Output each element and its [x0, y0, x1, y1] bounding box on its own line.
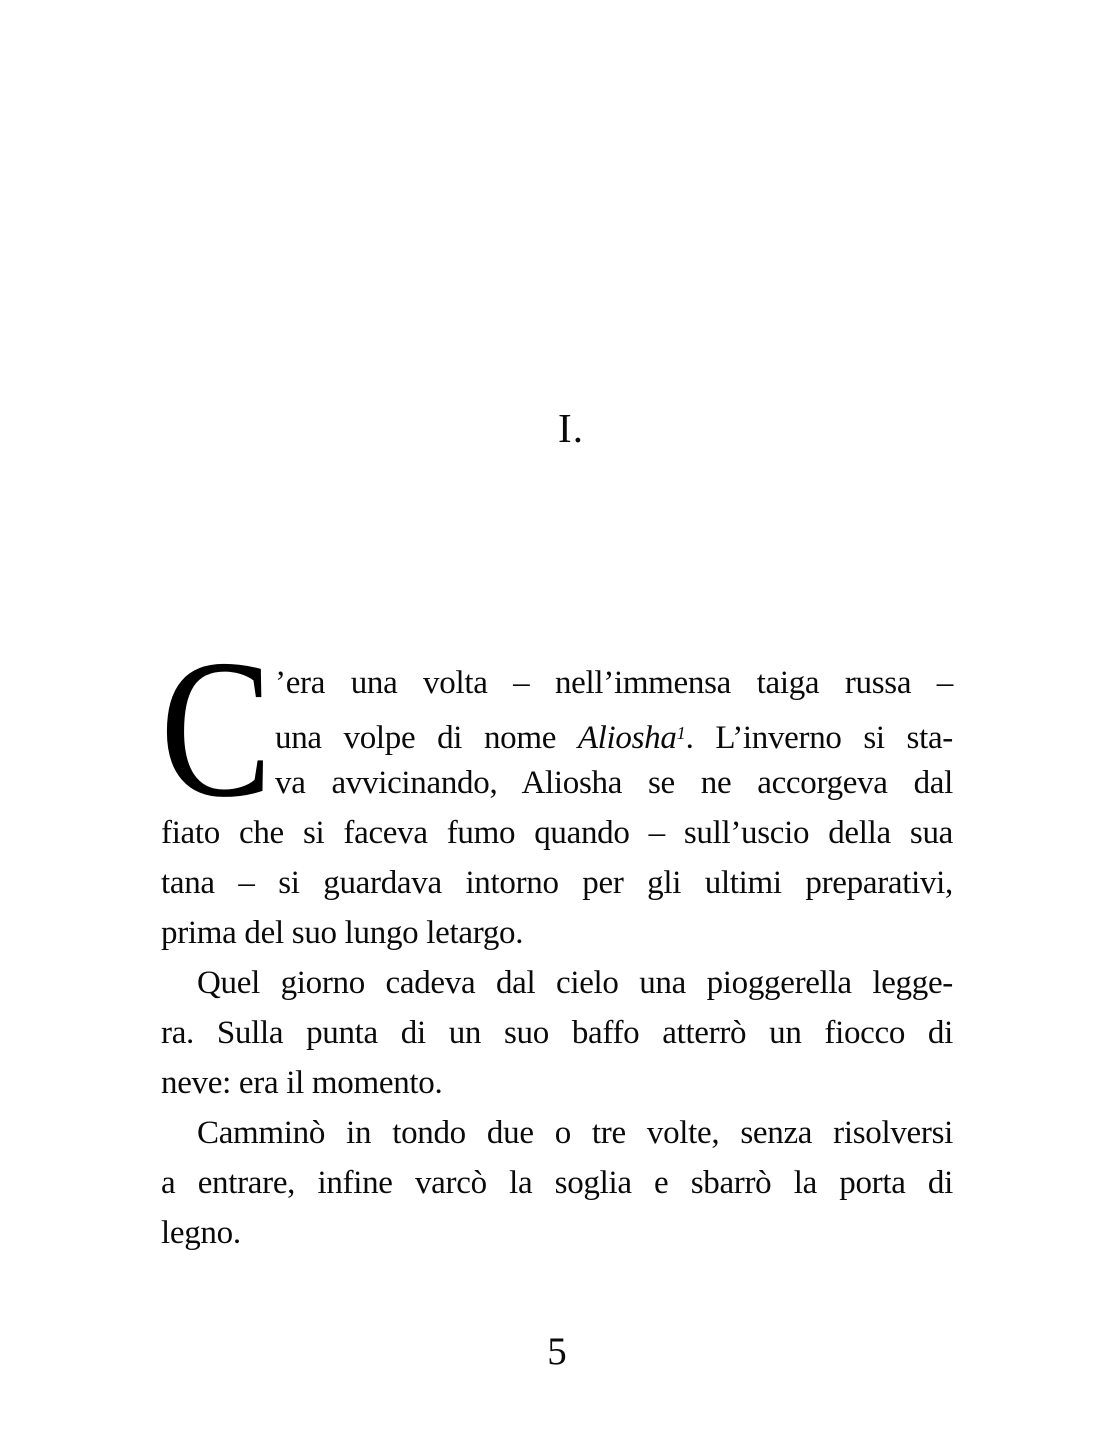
text-line	[161, 1008, 953, 1058]
text-run: fiato che si faceva fumo quando – sull’uscio della sua	[161, 815, 953, 851]
text-run: ’era una volta – nell’immensa taiga russa –	[275, 665, 953, 701]
text-line	[161, 808, 953, 858]
page-number: 5	[547, 1330, 567, 1373]
text-run: legno.	[161, 1215, 241, 1251]
text-line	[161, 1208, 953, 1258]
text-run: neve: era il momento.	[161, 1065, 443, 1101]
italic-run: Aliosha	[577, 720, 677, 757]
text-run: una volpe di nome	[275, 720, 578, 757]
text-line	[161, 1058, 953, 1108]
text-run: a entrare, infine varcò la soglia e sbarrò la porta di	[161, 1165, 953, 1201]
text-line	[161, 1108, 953, 1158]
drop-cap: C	[160, 619, 273, 838]
text-run: ra. Sulla punta di un suo baffo atterrò un fiocco di	[161, 1015, 953, 1051]
text-line	[161, 758, 953, 808]
text-run: . L’inverno si sta-	[685, 720, 953, 757]
text-line	[161, 708, 953, 758]
text-run: Quel giorno cadeva dal cielo una pioggerella legge-	[197, 965, 953, 1001]
text-block	[160, 619, 953, 1258]
text-run: prima del suo lungo letargo.	[161, 915, 524, 951]
text-line	[161, 958, 953, 1008]
chapter-heading: I.	[558, 405, 584, 451]
text-run: tana – si guardava intorno per gli ultimi preparativi,	[161, 865, 953, 901]
text-line	[161, 858, 953, 908]
text-run: Camminò in tondo due o tre volte, senza risolversi	[197, 1115, 953, 1151]
text-run: va avvicinando, Aliosha se ne accorgeva dal	[275, 765, 953, 801]
text-line	[161, 1158, 953, 1208]
footnote-reference: 1	[676, 723, 686, 743]
text-line	[161, 908, 953, 958]
text-line	[161, 658, 953, 708]
